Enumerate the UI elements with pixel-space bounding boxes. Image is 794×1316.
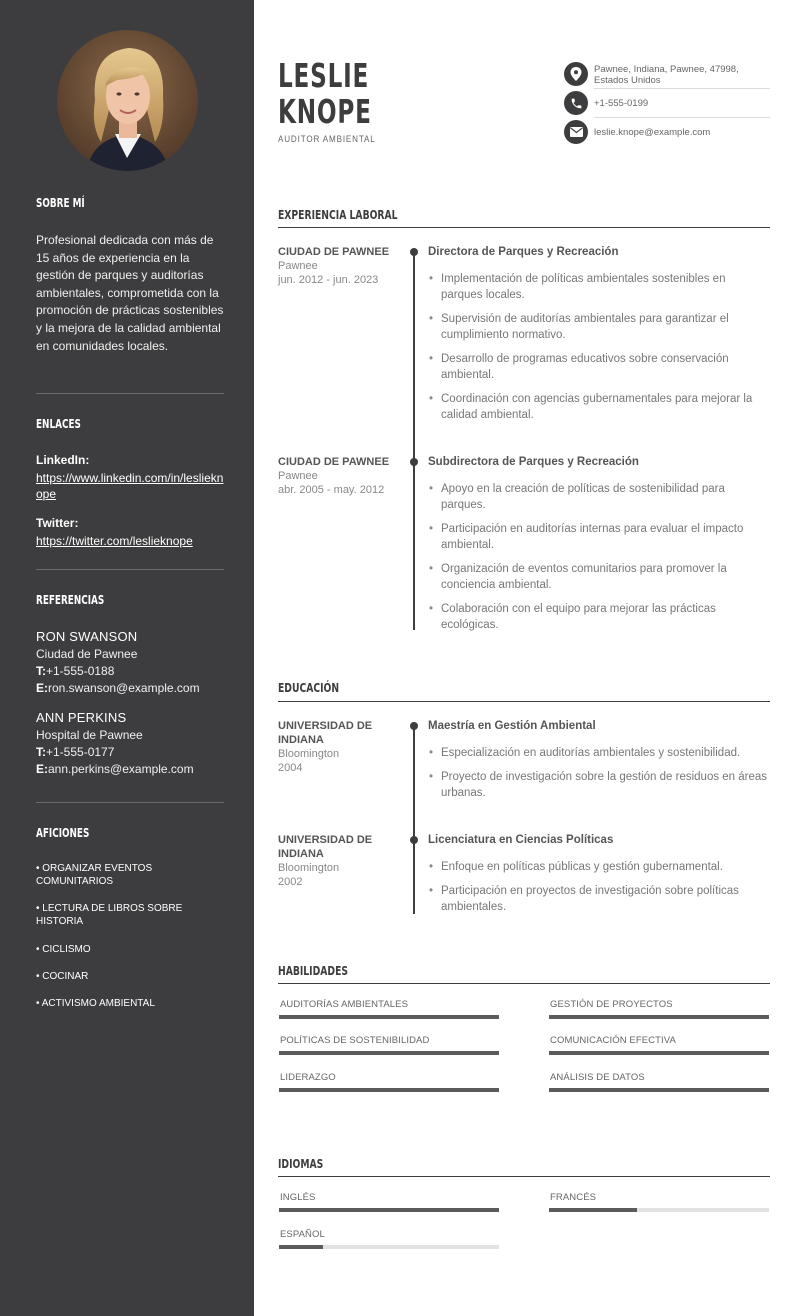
list-item: • Participación en auditorías internas para evaluar el impacto ambiental. bbox=[428, 521, 768, 553]
timeline-dot bbox=[410, 722, 418, 730]
sidebar-divider bbox=[36, 393, 224, 394]
reference-phone-value: +1-555-0188 bbox=[46, 664, 115, 678]
language-item bbox=[549, 1192, 769, 1212]
location-pin-icon bbox=[564, 62, 588, 86]
graduation-year: 2004 bbox=[278, 762, 303, 774]
skill-item bbox=[549, 1035, 769, 1055]
list-item: • Apoyo en la creación de políticas de sostenibilidad para parques. bbox=[428, 481, 768, 513]
skill-bar-fill bbox=[279, 1015, 499, 1019]
hobby-item: • ACTIVISMO AMBIENTAL bbox=[36, 998, 155, 1009]
skill-bar-fill bbox=[549, 1015, 769, 1019]
sidebar bbox=[0, 0, 254, 1316]
sidebar-divider bbox=[36, 802, 224, 803]
hobby-item: • ORGANIZAR EVENTOS COMUNITARIOS bbox=[36, 863, 153, 887]
list-item: • Supervisión de auditorías ambientales para garantizar el cumplimiento normativo. bbox=[428, 311, 768, 343]
language-label: FRANCÉS bbox=[550, 1192, 597, 1203]
contact-block bbox=[564, 62, 770, 152]
experience-meta bbox=[278, 455, 396, 497]
reference-name: RON SWANSON bbox=[36, 629, 138, 644]
hobbies-title: AFICIONES bbox=[36, 826, 90, 840]
language-label: INGLÉS bbox=[280, 1192, 316, 1203]
reference-name: ANN PERKINS bbox=[36, 710, 127, 725]
school-location: Bloomington bbox=[278, 748, 340, 760]
contact-divider bbox=[594, 117, 770, 118]
graduation-year: 2002 bbox=[278, 876, 303, 888]
language-bar bbox=[279, 1245, 499, 1249]
reference-phone bbox=[36, 664, 224, 678]
skill-bar bbox=[549, 1088, 769, 1092]
skill-bar-fill bbox=[549, 1088, 769, 1092]
skill-item bbox=[279, 1072, 499, 1092]
about-text: Profesional dedicada con más de 15 años de experiencia en la gestión de parques y auditorías ambientales, comprometida con la promoción de prácticas sostenibles y la mejora de la calidad ambiental en comunidades locales. bbox=[36, 233, 224, 353]
experience-timeline bbox=[413, 252, 415, 630]
references-title: REFERENCIAS bbox=[36, 593, 105, 607]
position-title: Directora de Parques y Recreación bbox=[428, 246, 619, 258]
contact-phone: +1-555-0199 bbox=[594, 98, 649, 109]
responsibility-list bbox=[428, 481, 768, 633]
skill-bar bbox=[279, 1051, 499, 1055]
about-section bbox=[36, 196, 224, 210]
education-entry bbox=[428, 719, 768, 809]
highlight-list bbox=[428, 745, 768, 801]
reference-email-value: ann.perkins@example.com bbox=[48, 762, 194, 776]
language-bar-fill bbox=[279, 1245, 323, 1249]
contact-divider bbox=[594, 88, 770, 89]
section-divider bbox=[278, 983, 770, 984]
section-divider bbox=[278, 1176, 770, 1177]
section-divider bbox=[278, 701, 770, 702]
skill-bar bbox=[549, 1051, 769, 1055]
skill-bar-fill bbox=[279, 1088, 499, 1092]
full-name bbox=[278, 58, 372, 130]
hobby-item: • COCINAR bbox=[36, 971, 89, 982]
employer-name: CIUDAD DE PAWNEE bbox=[278, 246, 390, 258]
experience-title: EXPERIENCIA LABORAL bbox=[278, 207, 398, 222]
skill-bar bbox=[279, 1088, 499, 1092]
contact-email[interactable]: leslie.knope@example.com bbox=[594, 127, 711, 138]
language-bar bbox=[549, 1208, 769, 1212]
skill-label: ANÁLISIS DE DATOS bbox=[550, 1072, 645, 1083]
skill-item bbox=[549, 1072, 769, 1092]
employer-location: Pawnee bbox=[278, 260, 318, 272]
list-item: • Implementación de políticas ambientales sostenibles en parques locales. bbox=[428, 271, 768, 303]
phone-icon bbox=[564, 91, 588, 115]
list-item: • Organización de eventos comunitarios para promover la conciencia ambiental. bbox=[428, 561, 768, 593]
language-bar bbox=[279, 1208, 499, 1212]
reference-phone bbox=[36, 745, 224, 759]
skill-item bbox=[279, 999, 499, 1019]
link-linkedin bbox=[36, 453, 224, 502]
hobbies-section bbox=[36, 826, 224, 840]
first-name: LESLIE bbox=[278, 56, 370, 95]
timeline-dot bbox=[410, 458, 418, 466]
school-name: UNIVERSIDAD DE INDIANA bbox=[278, 720, 373, 746]
education-title: EDUCACIÓN bbox=[278, 680, 340, 695]
reference-email-label: E: bbox=[36, 762, 48, 776]
about-title: SOBRE MÍ bbox=[36, 196, 85, 210]
school-name: UNIVERSIDAD DE INDIANA bbox=[278, 834, 373, 860]
position-title: Subdirectora de Parques y Recreación bbox=[428, 456, 639, 468]
experience-entry bbox=[428, 455, 768, 641]
list-item: • Coordinación con agencias gubernamentales para mejorar la calidad ambiental. bbox=[428, 391, 768, 423]
reference-item bbox=[36, 629, 224, 695]
education-entry bbox=[428, 833, 768, 923]
portrait-image bbox=[57, 30, 198, 171]
reference-phone-value: +1-555-0177 bbox=[46, 745, 115, 759]
employment-dates: abr. 2005 - may. 2012 bbox=[278, 484, 385, 496]
list-item: • Participación en proyectos de investigación sobre políticas ambientales. bbox=[428, 883, 768, 915]
skill-bar-fill bbox=[549, 1051, 769, 1055]
education-meta bbox=[278, 719, 396, 775]
education-timeline bbox=[413, 726, 415, 914]
job-title: AUDITOR AMBIENTAL bbox=[278, 134, 376, 145]
references-section bbox=[36, 593, 224, 607]
skill-label: GESTIÓN DE PROYECTOS bbox=[550, 999, 673, 1010]
skill-label: AUDITORÍAS AMBIENTALES bbox=[280, 999, 409, 1010]
reference-phone-label: T: bbox=[36, 664, 46, 678]
language-label: ESPAÑOL bbox=[280, 1229, 325, 1240]
reference-email bbox=[36, 762, 224, 776]
degree-title: Maestría en Gestión Ambiental bbox=[428, 720, 596, 732]
skill-item bbox=[549, 999, 769, 1019]
language-bar-fill bbox=[279, 1208, 499, 1212]
highlight-list bbox=[428, 859, 768, 915]
hobby-item: • CICLISMO bbox=[36, 944, 91, 955]
list-item: • Colaboración con el equipo para mejorar las prácticas ecológicas. bbox=[428, 601, 768, 633]
experience-meta bbox=[278, 245, 396, 287]
employment-dates: jun. 2012 - jun. 2023 bbox=[278, 274, 379, 286]
links-section bbox=[36, 417, 224, 431]
skill-label: LIDERAZGO bbox=[280, 1072, 336, 1083]
reference-item bbox=[36, 710, 224, 776]
linkedin-link[interactable]: https://www.linkedin.com/in/leslieknope bbox=[36, 471, 224, 501]
experience-entry bbox=[428, 245, 768, 431]
skills-title: HABILIDADES bbox=[278, 963, 349, 978]
skill-label: POLÍTICAS DE SOSTENIBILIDAD bbox=[280, 1035, 430, 1046]
skill-bar-fill bbox=[279, 1051, 499, 1055]
school-location: Bloomington bbox=[278, 862, 340, 874]
section-divider bbox=[278, 227, 770, 228]
language-item bbox=[279, 1229, 499, 1249]
reference-email-label: E: bbox=[36, 681, 48, 695]
reference-org: Ciudad de Pawnee bbox=[36, 647, 138, 661]
education-meta bbox=[278, 833, 396, 889]
language-bar-fill bbox=[549, 1208, 637, 1212]
contact-address: Pawnee, Indiana, Pawnee, 47998, Estados Unidos bbox=[594, 64, 739, 86]
hobby-item: • LECTURA DE LIBROS SOBRE HISTORIA bbox=[36, 903, 183, 927]
reference-email bbox=[36, 681, 224, 695]
profile-photo bbox=[57, 30, 198, 171]
list-item: • Desarrollo de programas educativos sobre conservación ambiental. bbox=[428, 351, 768, 383]
link-label-twitter: Twitter: bbox=[36, 516, 79, 530]
list-item: • Especialización en auditorías ambientales y sostenibilidad. bbox=[428, 745, 768, 761]
languages-title: IDIOMAS bbox=[278, 1156, 324, 1171]
reference-phone-label: T: bbox=[36, 745, 46, 759]
skill-label: COMUNICACIÓN EFECTIVA bbox=[550, 1035, 676, 1046]
responsibility-list bbox=[428, 271, 768, 423]
language-item bbox=[279, 1192, 499, 1212]
link-label-linkedin: LinkedIn: bbox=[36, 453, 90, 467]
skill-bar bbox=[279, 1015, 499, 1019]
skill-item bbox=[279, 1035, 499, 1055]
link-twitter bbox=[36, 516, 224, 549]
list-item: • Proyecto de investigación sobre la gestión de residuos en áreas urbanas. bbox=[428, 769, 768, 801]
skill-bar bbox=[549, 1015, 769, 1019]
list-item: • Enfoque en políticas públicas y gestión gubernamental. bbox=[428, 859, 768, 875]
employer-location: Pawnee bbox=[278, 470, 318, 482]
reference-email-value: ron.swanson@example.com bbox=[48, 681, 200, 695]
sidebar-divider bbox=[36, 569, 224, 570]
last-name: KNOPE bbox=[278, 92, 372, 131]
employer-name: CIUDAD DE PAWNEE bbox=[278, 456, 390, 468]
reference-org: Hospital de Pawnee bbox=[36, 728, 143, 742]
twitter-link[interactable]: https://twitter.com/leslieknope bbox=[36, 534, 193, 548]
links-title: ENLACES bbox=[36, 417, 81, 431]
degree-title: Licenciatura en Ciencias Políticas bbox=[428, 834, 614, 846]
timeline-dot bbox=[410, 836, 418, 844]
email-icon bbox=[564, 120, 588, 144]
timeline-dot bbox=[410, 248, 418, 256]
